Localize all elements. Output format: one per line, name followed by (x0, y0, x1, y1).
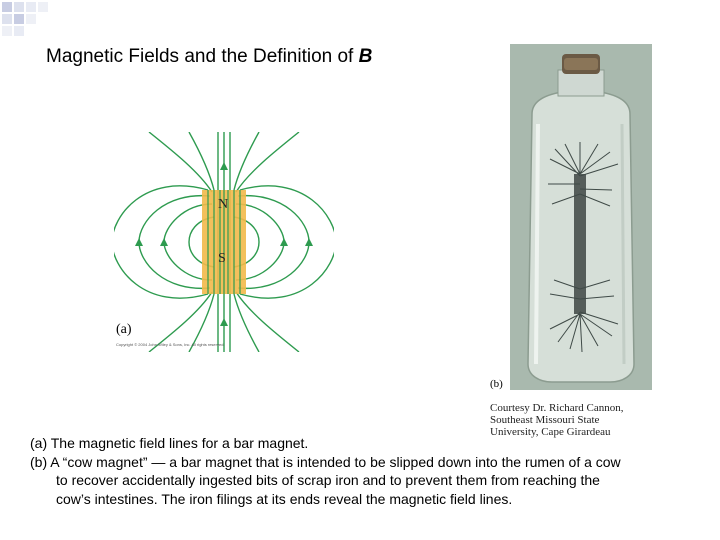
credit-line: University, Cape Girardeau (490, 426, 611, 438)
slide-title: Magnetic Fields and the Definition of B (46, 46, 373, 67)
caption-item-b-continued: cow’s intestines. The iron filings at its ends reveal the magnetic field lines. (56, 490, 513, 507)
credit-line: Southeast Missouri State (490, 414, 600, 426)
caption-item-b-continued: to recover accidentally ingested bits of scrap iron and to prevent them from reaching the (56, 472, 600, 488)
title-symbol-b: B (358, 46, 373, 67)
figure-a-label: (a) (116, 322, 132, 337)
caption-item-a: (a) The magnetic field lines for a bar magnet. (30, 435, 309, 451)
figure-a-copyright: Copyright © 2004 John Wiley & Sons, Inc. All rights reserved. (116, 342, 225, 347)
cow-magnet-jar-photo (510, 44, 652, 390)
figure-b-label: (b) (490, 378, 503, 390)
north-pole-label: N (218, 197, 229, 212)
figure-caption (30, 434, 716, 508)
caption-item-b: (b) A “cow magnet” — a bar magnet that is intended to be slipped down into the rumen of a cow (30, 453, 621, 470)
bar-magnet-field-diagram (114, 132, 334, 352)
credit-line: Courtesy Dr. Richard Cannon, (490, 402, 624, 414)
south-pole-label: S (218, 251, 226, 266)
photo-credit (490, 402, 624, 438)
corner-decoration (0, 0, 80, 40)
